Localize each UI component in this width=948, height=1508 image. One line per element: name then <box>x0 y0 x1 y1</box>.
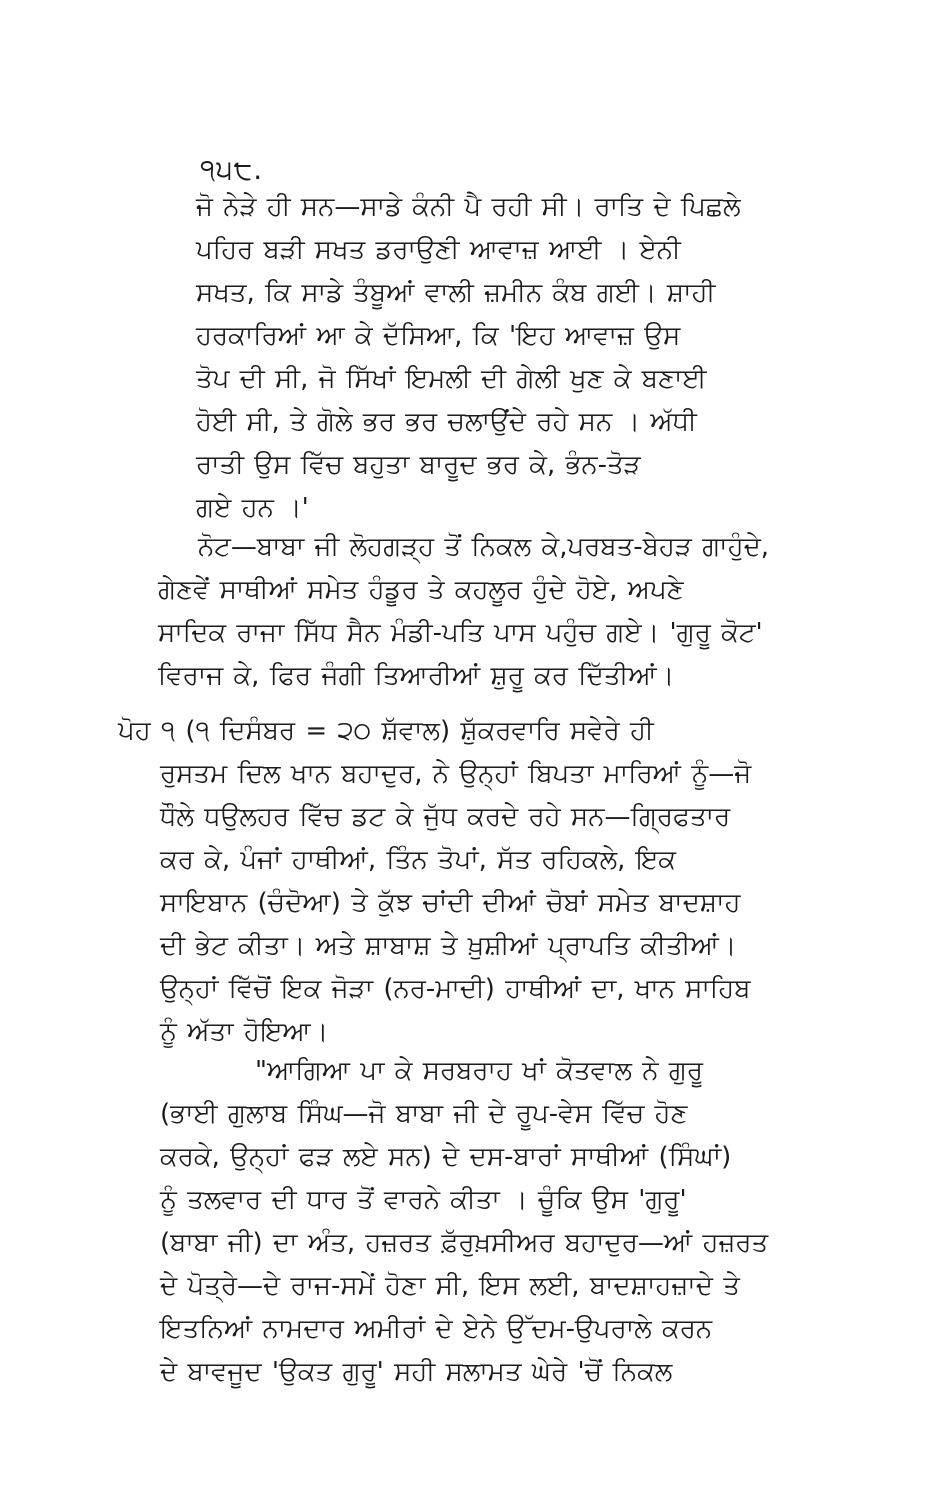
page-number: ੧੫੮. <box>200 153 264 186</box>
text-line: ਨੋਟ—ਬਾਬਾ ਜੀ ਲੋਹਗੜ੍ਹ ਤੋਂ ਨਿਕਲ ਕੇ,ਪਰਬਤ-ਬੇਹੜ ਗਾਹੁੰਦੇ, <box>198 532 770 562</box>
text-line: ਜੋ ਨੇੜੇ ਹੀ ਸਨ—ਸਾਡੇ ਕੰਨੀ ਪੈ ਰਹੀ ਸੀ। ਰਾਤਿ ਦੇ ਪਿਛਲੇ <box>196 192 741 222</box>
text-line: ਦੇ ਪੋਤ੍ਰੇ—ਦੇ ਰਾਜ-ਸਮੇਂ ਹੋਣਾ ਸੀ, ਇਸ ਲਈ, ਬਾਦਸ਼ਾਹਜ਼ਾਦੇ ਤੇ <box>160 1271 740 1301</box>
quote-paragraph <box>160 1050 796 1394</box>
paragraph-continuation <box>196 186 774 530</box>
text-line: ਨੂੰ ਤਲਵਾਰ ਦੀ ਧਾਰ ਤੋਂ ਵਾਰਨੇ ਕੀਤਾ । ਚੂੰਕਿ ਉਸ 'ਗੁਰੂ' <box>160 1185 687 1215</box>
text-line: "ਆਗਿਆ ਪਾ ਕੇ ਸਰਬਰਾਹ ਖਾਂ ਕੋਤਵਾਲ ਨੇ ਗੁਰੂ <box>255 1056 703 1086</box>
text-line: ਰਾਤੀ ਉਸ ਵਿੱਚ ਬਹੁਤਾ ਬਾਰੂਦ ਭਰ ਕੇ, ਭੰਨ-ਤੋੜ <box>196 450 641 480</box>
text-line: ਹਰਕਾਰਿਆਂ ਆ ਕੇ ਦੱਸਿਆ, ਕਿ 'ਇਹ ਆਵਾਜ਼ ਉਸ <box>196 321 681 351</box>
note-paragraph <box>158 526 796 698</box>
text-line: ਗੇਣਵੇਂ ਸਾਥੀਆਂ ਸਮੇਤ ਹੰਡੂਰ ਤੇ ਕਹਲੂਰ ਹੁੰਦੇ ਹੋਏ, ਅਪਣੇ <box>158 575 684 605</box>
text-line: ਤੋਪ ਦੀ ਸੀ, ਜੋ ਸਿੱਖਾਂ ਇਮਲੀ ਦੀ ਗੇਲੀ ਖੁਣ ਕੇ ਬਣਾਈ <box>196 364 707 394</box>
text-line: ਇਤਨਿਆਂ ਨਾਮਦਾਰ ਅਮੀਰਾਂ ਦੇ ਏਨੇ ਉੱਦਮ-ਉਪਰਾਲੇ ਕਰਨ <box>160 1314 713 1344</box>
entry-date-line: ਪੋਹ ੧ (੧ ਦਿਸੰਬਰ = ੨੦ ਸ਼ੱਵਾਲ) ਸ਼ੁੱਕਰਵਾਰਿ ਸਵੇਰੇ ਹੀ <box>118 716 654 746</box>
dated-entry-paragraph <box>118 710 798 1054</box>
entry-body <box>118 753 798 1054</box>
text-line: ਗਏ ਹਨ ।' <box>196 493 309 523</box>
text-line: ਉਨ੍ਹਾਂ ਵਿੱਚੋਂ ਇਕ ਜੋੜਾ (ਨਰ-ਮਾਦੀ) ਹਾਥੀਆਂ ਦਾ, ਖਾਨ ਸਾਹਿਬ <box>160 974 751 1004</box>
text-line: ਹੋਈ ਸੀ, ਤੇ ਗੋਲੇ ਭਰ ਭਰ ਚਲਾਉਂਦੇ ਰਹੇ ਸਨ । ਅੱਧੀ <box>196 407 697 437</box>
text-line: ਰੁਸਤਮ ਦਿਲ ਖਾਨ ਬਹਾਦੁਰ, ਨੇ ਉਨ੍ਹਾਂ ਬਿਪਤਾ ਮਾਰਿਆਂ ਨੂੰ—ਜੋ <box>160 759 752 789</box>
text-line: ਧੌਲੇ ਧਉਲਹਰ ਵਿੱਚ ਡਟ ਕੇ ਜੁੱਧ ਕਰਦੇ ਰਹੇ ਸਨ—ਗ੍ਰਿਫਤਾਰ <box>160 802 731 832</box>
text-line: ਸਾਇਬਾਨ (ਚੰਦੋਆ) ਤੇ ਕੁੱਝ ਚਾਂਦੀ ਦੀਆਂ ਚੋਬਾਂ ਸਮੇਤ ਬਾਦਸ਼ਾਹ <box>160 888 741 918</box>
text-line: ਕਰਕੇ, ਉਨ੍ਹਾਂ ਫੜ ਲਏ ਸਨ) ਦੇ ਦਸ-ਬਾਰਾਂ ਸਾਥੀਆਂ (ਸਿੰਘਾਂ) <box>160 1142 732 1172</box>
text-line: (ਬਾਬਾ ਜੀ) ਦਾ ਅੰਤ, ਹਜ਼ਰਤ ਫ਼ੱਰੁਖ਼ਸੀਅਰ ਬਹਾਦੁਰ—ਆਂ ਹਜ਼ਰਤ <box>160 1228 769 1258</box>
text-line: ਦੇ ਬਾਵਜੂਦ 'ਉਕਤ ਗੁਰੂ' ਸਹੀ ਸਲਾਮਤ ਘੇਰੇ 'ਚੋਂ ਨਿਕਲ <box>160 1357 673 1387</box>
text-line: ਦੀ ਭੇਟ ਕੀਤਾ। ਅਤੇ ਸ਼ਾਬਾਸ਼ ਤੇ ਖ਼ੁਸ਼ੀਆਂ ਪ੍ਰਾਪਤਿ ਕੀਤੀਆਂ। <box>160 931 737 961</box>
text-line: ਨੂੰ ਅੱਤਾ ਹੋਇਆ। <box>160 1017 329 1047</box>
text-line: ਪਹਿਰ ਬੜੀ ਸਖਤ ਡਰਾਉਣੀ ਆਵਾਜ਼ ਆਈ । ਏਨੀ <box>196 235 681 265</box>
text-line: ਸਖਤ, ਕਿ ਸਾਡੇ ਤੰਬੂਆਂ ਵਾਲੀ ਜ਼ਮੀਨ ਕੰਬ ਗਈ। ਸ਼ਾਹੀ <box>196 278 716 308</box>
text-line: ਸਾਦਿਕ ਰਾਜਾ ਸਿੱਧ ਸੈਨ ਮੰਡੀ-ਪਤਿ ਪਾਸ ਪਹੁੰਚ ਗਏ। 'ਗੁਰੂ ਕੋਟ' <box>158 618 763 648</box>
text-line: ਵਿਰਾਜ ਕੇ, ਫਿਰ ਜੰਗੀ ਤਿਆਰੀਆਂ ਸ਼ੁਰੂ ਕਰ ਦਿੱਤੀਆਂ। <box>158 661 675 691</box>
text-line: ਕਰ ਕੇ, ਪੰਜਾਂ ਹਾਥੀਆਂ, ਤਿੰਨ ਤੋਪਾਂ, ਸੱਤ ਰਹਿਕਲੇ, ਇਕ <box>160 845 677 875</box>
text-line: (ਭਾਈ ਗੁਲਾਬ ਸਿੰਘ—ਜੋ ਬਾਬਾ ਜੀ ਦੇ ਰੂਪ-ਵੇਸ ਵਿੱਚ ਹੋਣ <box>160 1099 688 1129</box>
